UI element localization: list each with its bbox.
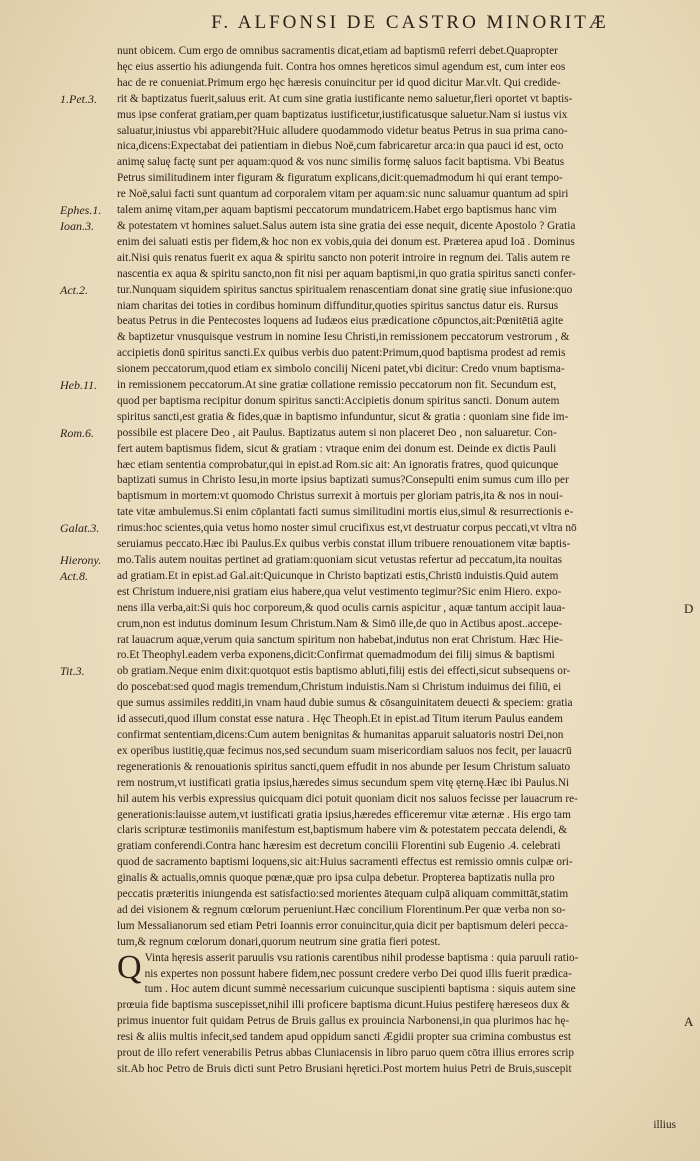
text-line: accipietis donū spiritus sancti.Ex quibus verbis duo patent:Primum,quod baptisma prodest ad remis: [117, 347, 566, 360]
text-line: primus inuentor fuit quidam Petrus de Bruis gallus ex prouincia Narbonensi,in qua plurimos hac hę-: [117, 1015, 570, 1028]
text-line: & potestatem vt homines saluet.Salus autem ista sine gratia dei esse nequit, dicente Apostolo ? Gratia: [117, 219, 576, 232]
margin-note: Hierony.: [60, 552, 102, 567]
running-header: F. ALFONSI DE CASTRO MINORITÆ: [211, 12, 609, 33]
text-line: est Christum induere,nisi gratiam eius habere,qua velut vestimento tegimur?Sic enim Hiero. expo-: [117, 585, 562, 598]
text-line: do poscebat:sed quod magis tremendum,Christum induistis.Nam si Christum induimus dei filiū, ei: [117, 681, 562, 694]
section-one: [117, 44, 679, 951]
text-line: nens illa verba,ait:Si quis hoc corporeum,& quod oculis carnis aspicitur , aquæ tantum accipit laua-: [117, 601, 566, 614]
text-line: saluatur,iniustus vbi apparebit?Huic alludere quodammodo videtur beatus Petrus in sua prima cano-: [117, 124, 568, 137]
text-line: fert autem baptismus fidem, sicut & gratiam : vtraque enim dei donum est. Deinde ex dictis Pauli: [117, 442, 557, 455]
text-line: talem animę vitam,per aquam baptismi peccatorum mundatricem.Habet ergo baptismus hanc vim: [117, 204, 557, 217]
text-line: tur.Nunquam siquidem spiritus sanctus spiritualem renascentiam donat sine gratię siue infusione:quo: [117, 283, 573, 296]
text-line: generationis:lauisse autem,vt iustificati gratia ipsius,hæredes efficeremur vitæ æternæ . His ergo tam: [117, 808, 571, 821]
margin-note: Ephes.1.: [60, 203, 102, 217]
text-line: Vinta hęresis asserit paruulis vsu rationis carentibus nihil prodesse baptisma : quia paruuli ratio-: [144, 951, 579, 964]
text-line: nunt obicem. Cum ergo de omnibus sacramentis dicat,etiam ad baptismū referri debet.Quapropter: [117, 45, 558, 57]
text-line: rimus:hoc scientes,quia vetus homo noster simul crucifixus est,vt destruatur corpus peccati,vt vltra nō: [117, 522, 577, 535]
text-line: ob gratiam.Neque enim dixit:quotquot estis baptismo abluti,filij estis dei effecti,sicut subsequens or-: [117, 665, 571, 678]
margin-note: Tit.3.: [60, 664, 85, 679]
dropcap: Q: [117, 948, 142, 986]
text-line: re Noë,salui facti sunt quantum ad corporalem vitam per aquam:sic nunc saluamur quantum ad spiri: [117, 188, 569, 201]
text-line: ad gratiam.Et in epist.ad Gal.ait:Quicunque in Christo baptizati estis,Christū induistis.Quid autem: [117, 569, 559, 582]
text-line: & baptizetur vnusquisque vestrum in nomine Iesu Christi,in remissionem peccatorum vestrorum , &: [117, 331, 570, 344]
margin-note: Galat.3.: [60, 521, 100, 535]
margin-note: Act.2.: [60, 282, 88, 297]
text-line: spiritus sancti,est gratia & fides,quæ in baptismo infunduntur, sicut & gratia : quoniam sine fide im-: [117, 410, 569, 423]
text-line: sionem peccatorum,quod etiam ex simbolo concilij Niceni patet,vbi dicitur: Credo vnum baptisma-: [117, 363, 565, 376]
text-line: gratiam conferendi.Contra hanc hæresim est decretum concilii Florentini sub Eugenio .4. celebrati: [117, 840, 561, 853]
body-text: [117, 44, 679, 1078]
text-line: nascentia ex aqua & spiritu sancto,non fit nisi per aquam baptismi,in quo gratia spiritus sancti confer-: [117, 267, 576, 280]
section-two: [117, 948, 679, 1078]
text-line: prout de illo refert venerabilis Petrus abbas Cluniacensis in libro paruo quem cōtra illius errores scrip: [117, 1047, 575, 1060]
text-line: id assecuti,quod illum constat esse natura . Hęc Theoph.Et in epist.ad Titum iterum Paulus eandem: [117, 713, 563, 726]
text-line: animę saluę factę sunt per aquam:quod & vos nunc similis formę saluos facit baptisma. Vbi Beatus: [117, 156, 565, 169]
text-line: in remissionem peccatorum.At sine gratiæ collatione remissio peccatorum non fit. Secundum est,: [117, 379, 557, 392]
margin-note: Rom.6.: [60, 425, 94, 440]
text-line: rat lauacrum aquæ,verum quia sanctum spiritum non habebat,indutus non erat Christum. Hæc Hie-: [117, 633, 563, 646]
text-line: niam charitas dei toties in cordibus hominum diffunditur,quoties spiritus sanctus datur eis. Rursus: [117, 299, 559, 312]
text-line: hæc etiam sententia comprobatur,qui in epist.ad Rom.sic ait: An ignoratis fratres, quod quicunque: [117, 458, 559, 471]
text-line: tum,& regnum cœlorum donari,quorum neutrum sine gratia fieri potest.: [117, 935, 441, 948]
margin-note: Ioan.3.: [60, 218, 94, 233]
text-line: prœuia fide baptisma suscepisset,nihil illi proficere baptisma dicunt.Huius pestiferę hæreseos dux &: [117, 999, 570, 1012]
text-line: Petrus similitudinem inter figuram & figuratum explicans,dicit:quemadmodum hi qui erant tempo-: [117, 172, 563, 185]
text-line: ad dei visionem & regnum cœlorum perueniunt.Hæc concilium Florentinum.Per quæ verba non so-: [117, 903, 566, 916]
side-letter: A: [684, 1013, 694, 1029]
text-line: ro.Et Theophyl.eadem verba exponens,dicit:Confirmat quemadmodum dei filij simus & baptismi: [117, 649, 555, 662]
text-line: tum . Hoc autem dicunt summè necessarium cuicunque suscipienti baptisma : siquis autem sine: [144, 983, 576, 996]
catchword: illius: [653, 1119, 676, 1131]
text-line: hil autem his verbis expressius quicquam dici potuit quoniam dicit nos saluos fecisse per lauacrum re-: [117, 792, 578, 805]
text-line: lum Messalianorum sed etiam Petri Ioannis error conuincitur,quia dicit per baptismum deleri pecca-: [117, 919, 568, 932]
margin-note: Heb.11.: [60, 377, 98, 392]
text-line: peccatis præteritis iniungenda est satisfactio:sed morientes ātequam culpā aliquam committāt,statim: [117, 888, 569, 901]
text-line: quod de sacramento baptismi loquens,sic ait:Huius sacramenti effectus est remissio omnis culpæ ori-: [117, 856, 573, 869]
text-line: baptizati sumus in Christo Iesu,in morte ipsius baptizati sumus?Consepulti enim sumus cum illo per: [117, 474, 569, 487]
text-line: hac de re conueniat.Primum ergo hęc hæresis conuincitur per id quod dicitur Mar.vlt. Qui credide-: [117, 76, 561, 89]
text-line: enim dei saluati estis per fidem,& hoc non ex vobis,quia dei donum est. Præterea apud Ioā . Dominus: [117, 235, 575, 248]
text-line: confirmat sententiam,dicens:Cum autem benignitas & humanitas apparuit saluatoris nostri Dei,non: [117, 728, 564, 741]
text-line: resi & aliis multis infecit,sed tandem apud oppidum sancti Ægidii propter sua crimina combustus est: [117, 1031, 571, 1044]
margin-note: 1.Pet.3.: [60, 91, 97, 106]
margin-note: Act.8.: [60, 568, 88, 583]
text-line: quod per baptisma recipitur donum spiritus sancti:Accipietis donum spiritus sancti. Donum autem: [117, 394, 560, 407]
text-line: sit.Ab hoc Petro de Bruis dicti sunt Petro Brusiani hęretici.Post mortem huius Petri de Bruis,suscepit: [117, 1063, 572, 1075]
text-line: seruiamus peccato.Hæc ibi Paulus.Ex quibus verbis constat illum tribuere renouationem vitæ baptis-: [117, 538, 571, 551]
text-line: possibile est placere Deo , ait Paulus. Baptizatus autem si non placeret Deo , non saluaretur. Con-: [117, 426, 557, 439]
text-line: claris scripturæ testimoniis manifestum est,baptismum habere vim & potestatem peccata delendi, &: [117, 824, 568, 837]
text-line: baptismum in mortem:vt quomodo Christus surrexit à mortuis per gloriam patris,ita & nos in noui-: [117, 490, 563, 503]
text-line: hęc eius assertio his adiungenda fuit. Contra hos omnes hęreticos simul agendum est, cum inter eos: [117, 60, 566, 73]
text-line: regenerationis & renouationis spiritus sancti,quem effudit in nos abunde per Iesum Christum saluato: [117, 760, 571, 773]
text-line: tate vitæ ambulemus.Si enim cōplantati facti sumus similitudini mortis eius,simul & resurrectionis e-: [117, 506, 574, 519]
side-letter: D: [684, 600, 694, 616]
text-line: mo.Talis autem nouitas pertinet ad gratiam:quoniam sicut vetustas refertur ad peccatum,ita nouitas: [117, 554, 562, 566]
text-line: crum,non est indutus dominum Iesum Christum.Nam & Simō ille,de quo in Actibus apost..accepe-: [117, 617, 563, 630]
text-line: ginalis & actualis,omnis quoque pœnæ,quæ pro ipsa culpa debetur. Propterea baptizatis nulla pro: [117, 872, 555, 885]
text-line: rit & baptizatus fuerit,saluus erit. At cum sine gratia iustificante nemo saluetur,fieri oportet vt baptis-: [117, 92, 573, 105]
text-line: nica,dicens:Expectabat dei patientiam in diebus Noë,cum fabricaretur arca:in qua pauci id est, octo: [117, 140, 564, 153]
text-line: ex operibus iustitię,quæ fecimus nos,sed secundum suam misericordiam saluos nos fecit, per lauacrū: [117, 744, 572, 757]
text-line: mus ipse conferat gratiam,per quam baptizatus iustificetur,iustificatusque saluetur.Nam si iustus vix: [117, 108, 568, 121]
text-line: que sumus assimiles redditi,in vnam haud dubie sumus & cōsanguinitatem deuecti & speciem: gratia: [117, 697, 573, 710]
text-line: ait.Nisi quis renatus fuerit ex aqua & spiritu sancto non poterit introire in regnum dei. Talis autem re: [117, 251, 570, 264]
text-line: rem nostrum,vt iustificati gratia ipsius,hæredes simus secundum spem vitę ęternę.Hæc ibi Paulus.Ni: [117, 776, 570, 789]
text-line: nis expertes non possunt habere fidem,nec possunt credere verbo Dei quod illis fuerit prædica-: [144, 967, 572, 980]
text-line: beatus Petrus in die Pentecostes loquens ad Iudæos eius prædicatione cōpunctos,ait:Pœnitētiā agite: [117, 315, 564, 328]
